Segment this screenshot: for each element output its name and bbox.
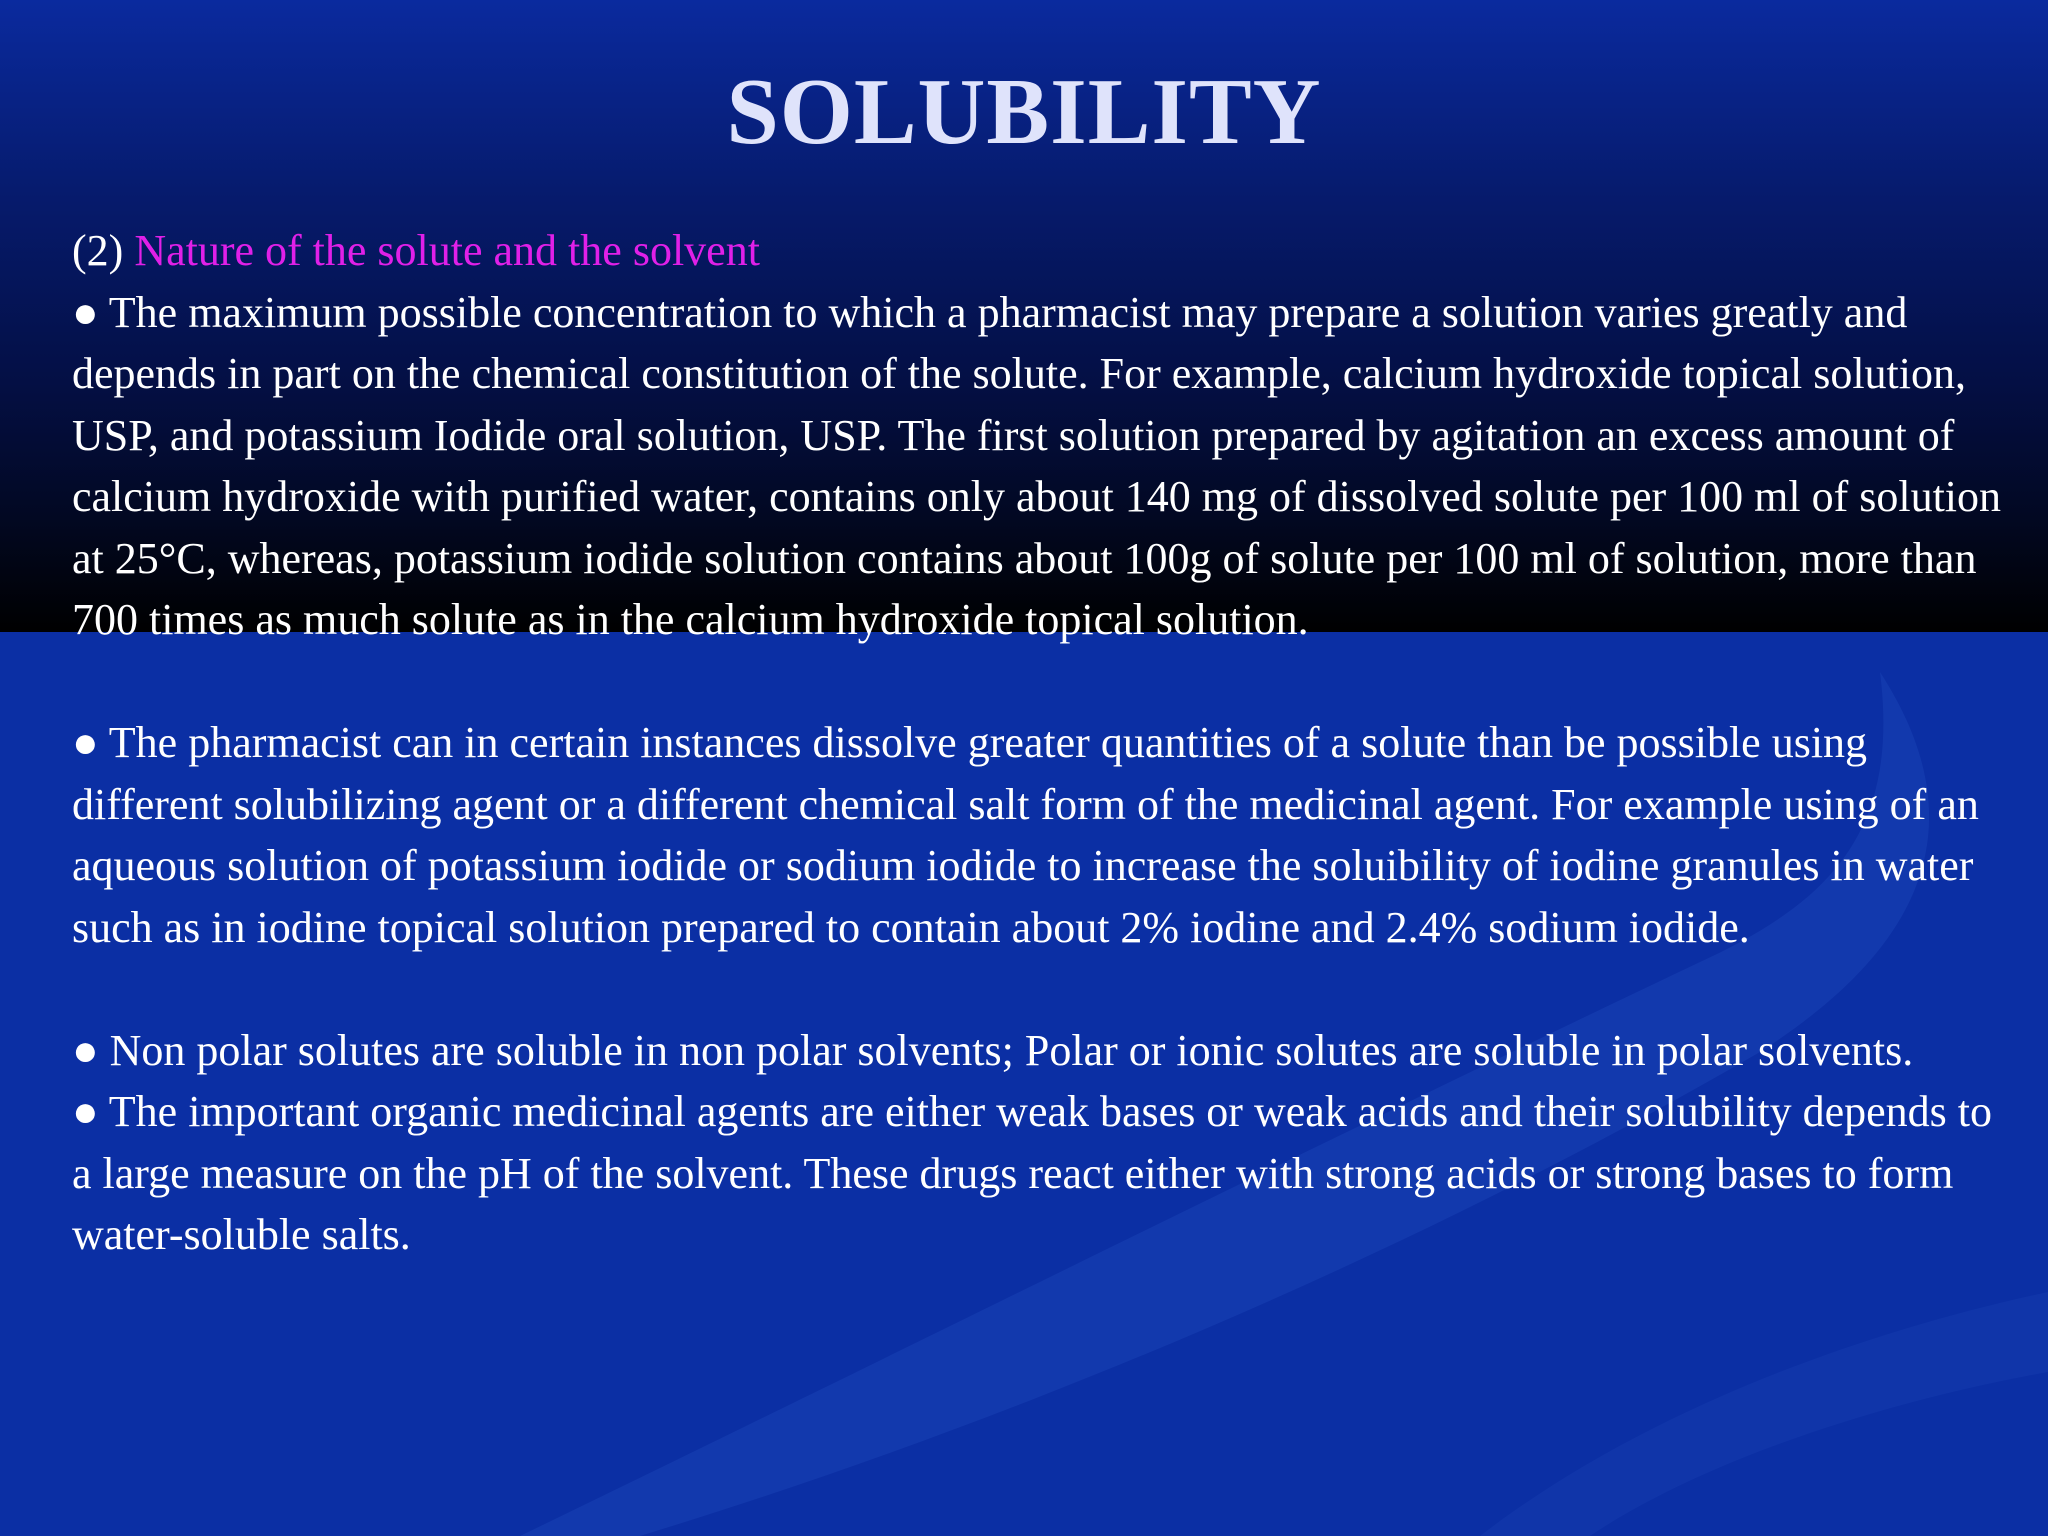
- section-heading: [72, 220, 2002, 282]
- bullet-paragraph: ● The important organic medicinal agents are either weak bases or weak acids and their solubility depends to a large measure on the pH of the solvent. These drugs react either with strong acids or strong bases to form water-soluble salts.: [72, 1087, 1993, 1259]
- slide-body: [72, 220, 2002, 1266]
- paragraph-spacer: [72, 958, 2002, 1020]
- paragraph-spacer: [72, 651, 2002, 713]
- section-heading-text: Nature of the solute and the solvent: [134, 226, 760, 275]
- slide-title: SOLUBILITY: [726, 60, 1322, 164]
- bullet-paragraph: ● Non polar solutes are soluble in non polar solvents; Polar or ionic solutes are soluble in polar solvents.: [72, 1025, 1914, 1075]
- section-number: (2): [72, 226, 135, 275]
- bullet-paragraph: ● The pharmacist can in certain instances dissolve greater quantities of a solute than be possible using different solubilizing agent or a different chemical salt form of the medicinal agent. For example using of an aqueous solution of potassium iodide or sodium iodide to increase the soluibility of iodine granules in water such as in iodine topical solution prepared to contain about 2% iodine and 2.4% sodium iodide.: [72, 718, 1979, 952]
- bullet-paragraph: ● The maximum possible concentration to which a pharmacist may prepare a solution varies greatly and depends in part on the chemical constitution of the solute. For example, calcium hydroxide topical solution, USP, and potassium Iodide oral solution, USP. The first solution prepared by agitation an excess amount of calcium hydroxide with purified water, contains only about 140 mg of dissolved solute per 100 ml of solution at 25°C, whereas, potassium iodide solution contains about 100g of solute per 100 ml of solution, more than 700 times as much solute as in the calcium hydroxide topical solution.: [72, 287, 2002, 644]
